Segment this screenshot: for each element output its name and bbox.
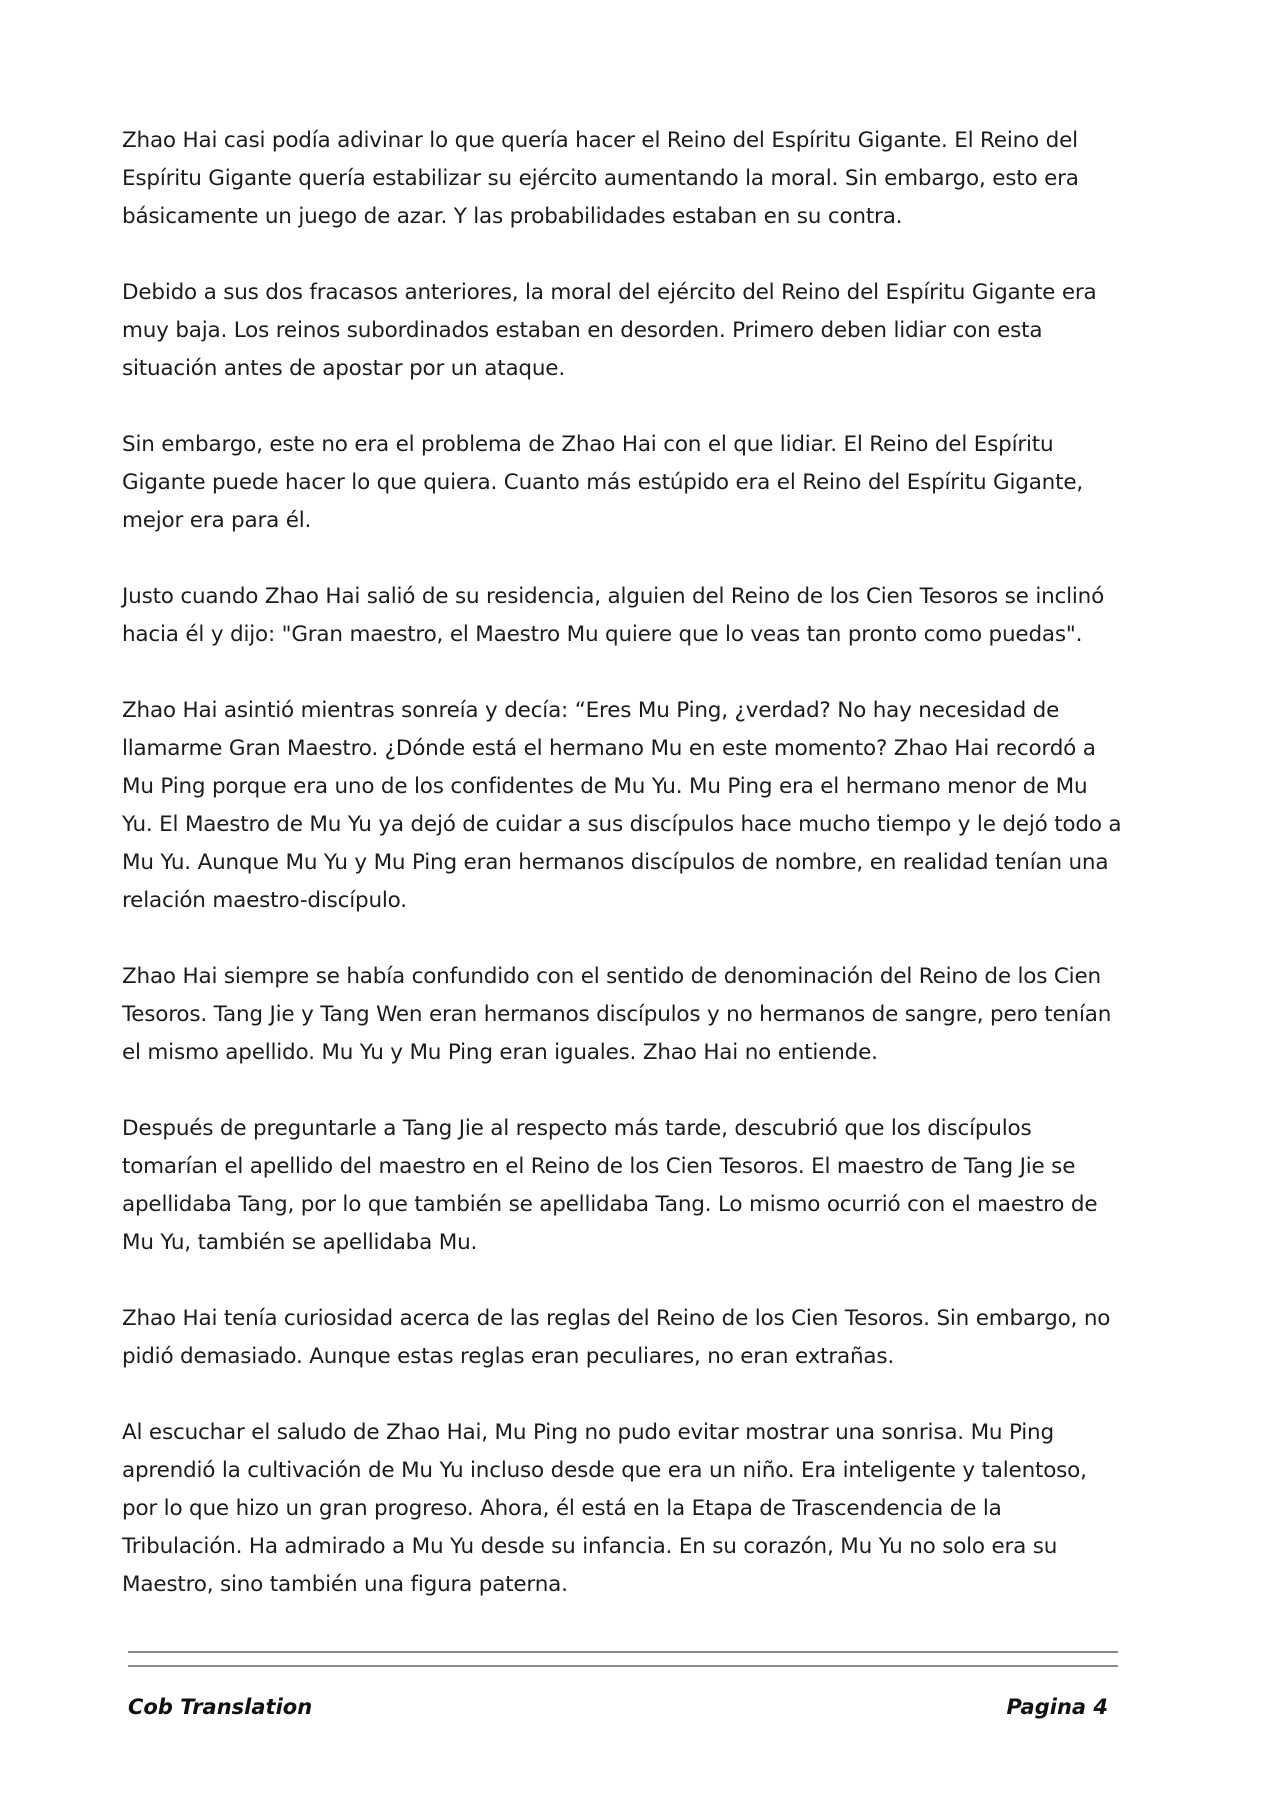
footer-translator-credit: Cob Translation <box>128 1695 313 1719</box>
paragraph: Debido a sus dos fracasos anteriores, la moral del ejército del Reino del Espíritu Gigante era muy baja. Los reinos subordinados estaban en desorden. Primero deben lidiar con esta situación antes de apostar por un ataque. <box>122 280 1097 381</box>
paragraph: Zhao Hai casi podía adivinar lo que quería hacer el Reino del Espíritu Gigante. El Reino del Espíritu Gigante quería estabilizar su ejército aumentando la moral. Sin embargo, esto era básicamente un juego de azar. Y las probabilidades estaban en su contra. <box>122 128 1079 229</box>
footer-divider-bottom <box>128 1665 1118 1667</box>
paragraph: Zhao Hai asintió mientras sonreía y decía: “Eres Mu Ping, ¿verdad? No hay necesidad de llamarme Gran Maestro. ¿Dónde está el hermano Mu en este momento? Zhao Hai recordó a Mu Ping porque era uno de los confidentes de Mu Yu. Mu Ping era el hermano menor de Mu Yu. El Maestro de Mu Yu ya dejó de cuidar a sus discípulos hace mucho tiempo y le dejó todo a Mu Yu. Aunque Mu Yu y Mu Ping eran hermanos discípulos de nombre, en realidad tenían una relación maestro-discípulo. <box>122 698 1122 913</box>
footer-divider-top <box>128 1651 1118 1653</box>
paragraph: Después de preguntarle a Tang Jie al respecto más tarde, descubrió que los discípulos tomarían el apellido del maestro en el Reino de los Cien Tesoros. El maestro de Tang Jie se apellidaba Tang, por lo que también se apellidaba Tang. Lo mismo ocurrió con el maestro de Mu Yu, también se apellidaba Mu. <box>122 1116 1098 1255</box>
paragraph: Zhao Hai tenía curiosidad acerca de las reglas del Reino de los Cien Tesoros. Sin embargo, no pidió demasiado. Aunque estas reglas eran peculiares, no eran extrañas. <box>122 1306 1111 1369</box>
body-text <box>122 122 1122 1642</box>
paragraph: Al escuchar el saludo de Zhao Hai, Mu Ping no pudo evitar mostrar una sonrisa. Mu Ping aprendió la cultivación de Mu Yu incluso desde que era un niño. Era inteligente y talentoso, por lo que hizo un gran progreso. Ahora, él está en la Etapa de Trascendencia de la Tribulación. Ha admirado a Mu Yu desde su infancia. En su corazón, Mu Yu no solo era su Maestro, sino también una figura paterna. <box>122 1420 1087 1597</box>
footer-page-number: Pagina 4 <box>1006 1695 1108 1719</box>
paragraph: Justo cuando Zhao Hai salió de su residencia, alguien del Reino de los Cien Tesoros se inclinó hacia él y dijo: "Gran maestro, el Maestro Mu quiere que lo veas tan pronto como puedas". <box>122 584 1105 647</box>
paragraph: Zhao Hai siempre se había confundido con el sentido de denominación del Reino de los Cien Tesoros. Tang Jie y Tang Wen eran hermanos discípulos y no hermanos de sangre, pero tenían el mismo apellido. Mu Yu y Mu Ping eran iguales. Zhao Hai no entiende. <box>122 964 1112 1065</box>
paragraph: Sin embargo, este no era el problema de Zhao Hai con el que lidiar. El Reino del Espíritu Gigante puede hacer lo que quiera. Cuanto más estúpido era el Reino del Espíritu Gigante, mejor era para él. <box>122 432 1083 533</box>
